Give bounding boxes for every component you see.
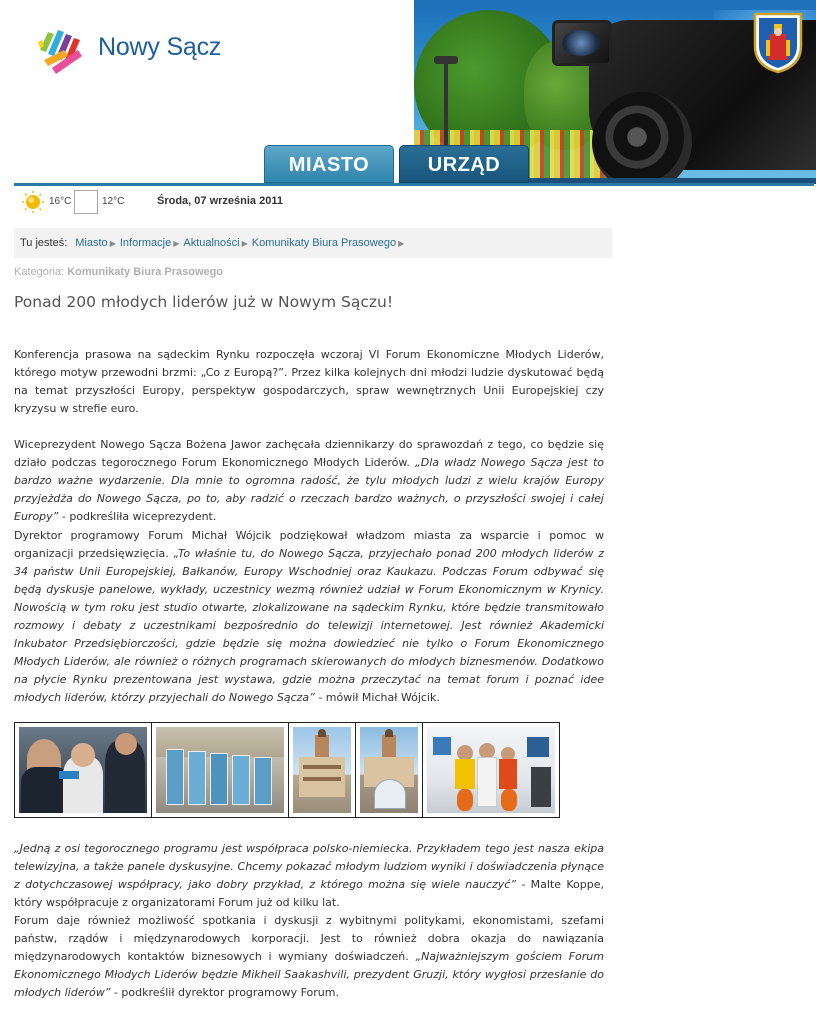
city-logo-text: Nowy Sącz <box>98 33 222 61</box>
night-temperature: 12°C <box>102 196 125 207</box>
breadcrumb-label: Tu jesteś: <box>20 237 68 249</box>
sun-icon <box>20 190 46 214</box>
breadcrumb-separator-icon: ▶ <box>398 239 405 248</box>
city-crest-icon[interactable] <box>752 10 804 74</box>
gallery-thumbnail-town-hall-dome[interactable] <box>355 722 423 818</box>
paragraph-quote: „Dla władz Nowego Sącza jest to bardzo ważne wydarzenie. Dla mnie to ogromna radość, że tylu młodych ludzi z wielu krajów Europy przyjeżdża do Nowego Sącza, po to, aby radzić o rzeczach bardzo ważnych, o przyszłości swojej i całej Europy” <box>14 456 604 523</box>
paragraph-text: - Malte Koppe, który współpracuje z organizatorami Forum już od kilku lat. <box>14 878 605 909</box>
article-paragraph: Konferencja prasowa na sądeckim Rynku rozpoczęła wczoraj VI Forum Ekonomiczne Młodych Liderów, którego motyw przewodni brzmi: „Co z Europą?”. Przez kilka kolejnych dni młodzi ludzie dyskutować będą na temat przyszłości Europy, perspektyw gospodarczych, spraw wewnętrznych Unii Europejskiej czy kryzysu w strefie euro. <box>14 348 604 415</box>
city-logo[interactable] <box>34 20 224 76</box>
gallery-thumbnail-town-hall[interactable] <box>288 722 356 818</box>
article-paragraph <box>14 436 604 526</box>
paragraph-quote: „Najważniejszym gościem Forum Ekonomicznego Młodych Liderów będzie Mikheil Saakashvili, prezydent Gruzji, który wygłosi przesłanie do młodych liderów” <box>14 950 604 999</box>
breadcrumb <box>14 228 612 258</box>
breadcrumb-item-miasto[interactable]: Miasto <box>75 237 108 249</box>
gallery-thumbnail-exhibition[interactable] <box>151 722 289 818</box>
breadcrumb-separator-icon: ▶ <box>241 239 248 248</box>
header <box>0 0 816 184</box>
city-logo-mark-icon <box>34 20 90 76</box>
paragraph-text: Wiceprezydent Nowego Sącza Bożena Jawor zachęcała dziennikarzy do sprawozdań z tego, co będzie się działo podczas tegorocznego Forum Ekonomicznego Młodych Liderów. <box>14 438 604 469</box>
breadcrumb-item-aktualnosci[interactable]: Aktualności <box>183 237 240 249</box>
category-value[interactable]: Komunikaty Biura Prasowego <box>67 266 224 278</box>
article-title: Ponad 200 młodych liderów już w Nowym Sączu! <box>14 293 394 311</box>
article-paragraph <box>14 527 604 707</box>
gallery-thumbnail-press-conference[interactable] <box>14 722 152 818</box>
article-paragraph <box>14 912 604 1002</box>
tab-miasto[interactable]: MIASTO <box>264 145 394 183</box>
breadcrumb-item-informacje[interactable]: Informacje <box>119 237 172 249</box>
tab-urzad[interactable]: URZĄD <box>399 145 529 183</box>
night-weather-icon <box>74 190 98 214</box>
gallery-thumbnail-studio[interactable] <box>422 722 560 818</box>
header-divider <box>14 183 814 186</box>
day-temperature: 16°C <box>49 196 72 207</box>
breadcrumb-separator-icon: ▶ <box>109 239 116 248</box>
paragraph-text: - podkreślił dyrektor programowy Forum. <box>110 986 339 999</box>
breadcrumb-item-komunikaty[interactable]: Komunikaty Biura Prasowego <box>251 237 397 249</box>
article-category <box>14 266 223 278</box>
category-label: Kategoria: <box>14 266 65 278</box>
paragraph-quote: „To właśnie tu, do Nowego Sącza, przyjechało ponad 200 młodych liderów z 34 państw Unii Europejskiej, Bałkanów, Europy Wschodniej oraz Kaukazu. Podczas Forum odbywać się będą dyskusje panelowe, wykłady, uczestnicy wezmą również udział w Forum Ekonomicznym w Krynicy. Nowością w tym roku jest studio otwarte, zlokalizowane na sądeckim Rynku, które będzie transmitowało rozmowy i debaty z uczestnikami bezpośrednio do telewizji internetowej. Jest również Akademicki Inkubator Przedsiębiorczości, gdzie będzie się można dowiedzieć nie tylko o Forum Ekonomicznego Młodych Liderów, ale również o różnych programach skierowanych do młodych biznesmenów. Dodatkowo na płycie Rynku prezentowana jest wystawa, gdzie można przeczytać na temat forum i poznać idee młodych liderów, którzy przyjechali do Nowego Sącza” <box>14 547 604 704</box>
paragraph-text: - mówił Michał Wójcik. <box>314 691 440 704</box>
paragraph-text: Dyrektor programowy Forum Michał Wójcik podziękował władzom miasta za wsparcie i pomoc w organizacji przedsięwzięcia. <box>14 529 604 560</box>
paragraph-text: Forum daje również możliwość spotkania i dyskusji z wybitnymi politykami, ekonomistami, szefami państw, rządów i międzynarodowych korporacji. Jest to również dobra okazja do nawiązania międzynarodowych kontaktów biznesowych i wymiany doświadczeń. <box>14 914 604 963</box>
paragraph-quote: „Jedną z osi tegorocznego programu jest współpraca polsko-niemiecka. Przykładem tego jest nasza ekipa telewizyjna, a także panele dyskusyjne. Chcemy pokazać młodym ludziom wyniki i doświadczenia płynące z dotychczasowej współpracy, jako dobry przykład, z którego można się wiele nauczyć” <box>14 842 604 891</box>
current-date: Środa, 07 września 2011 <box>157 195 283 207</box>
article-paragraph <box>14 840 604 912</box>
breadcrumb-separator-icon: ▶ <box>173 239 180 248</box>
paragraph-text: - podkreśliła wiceprezydent. <box>58 510 217 523</box>
